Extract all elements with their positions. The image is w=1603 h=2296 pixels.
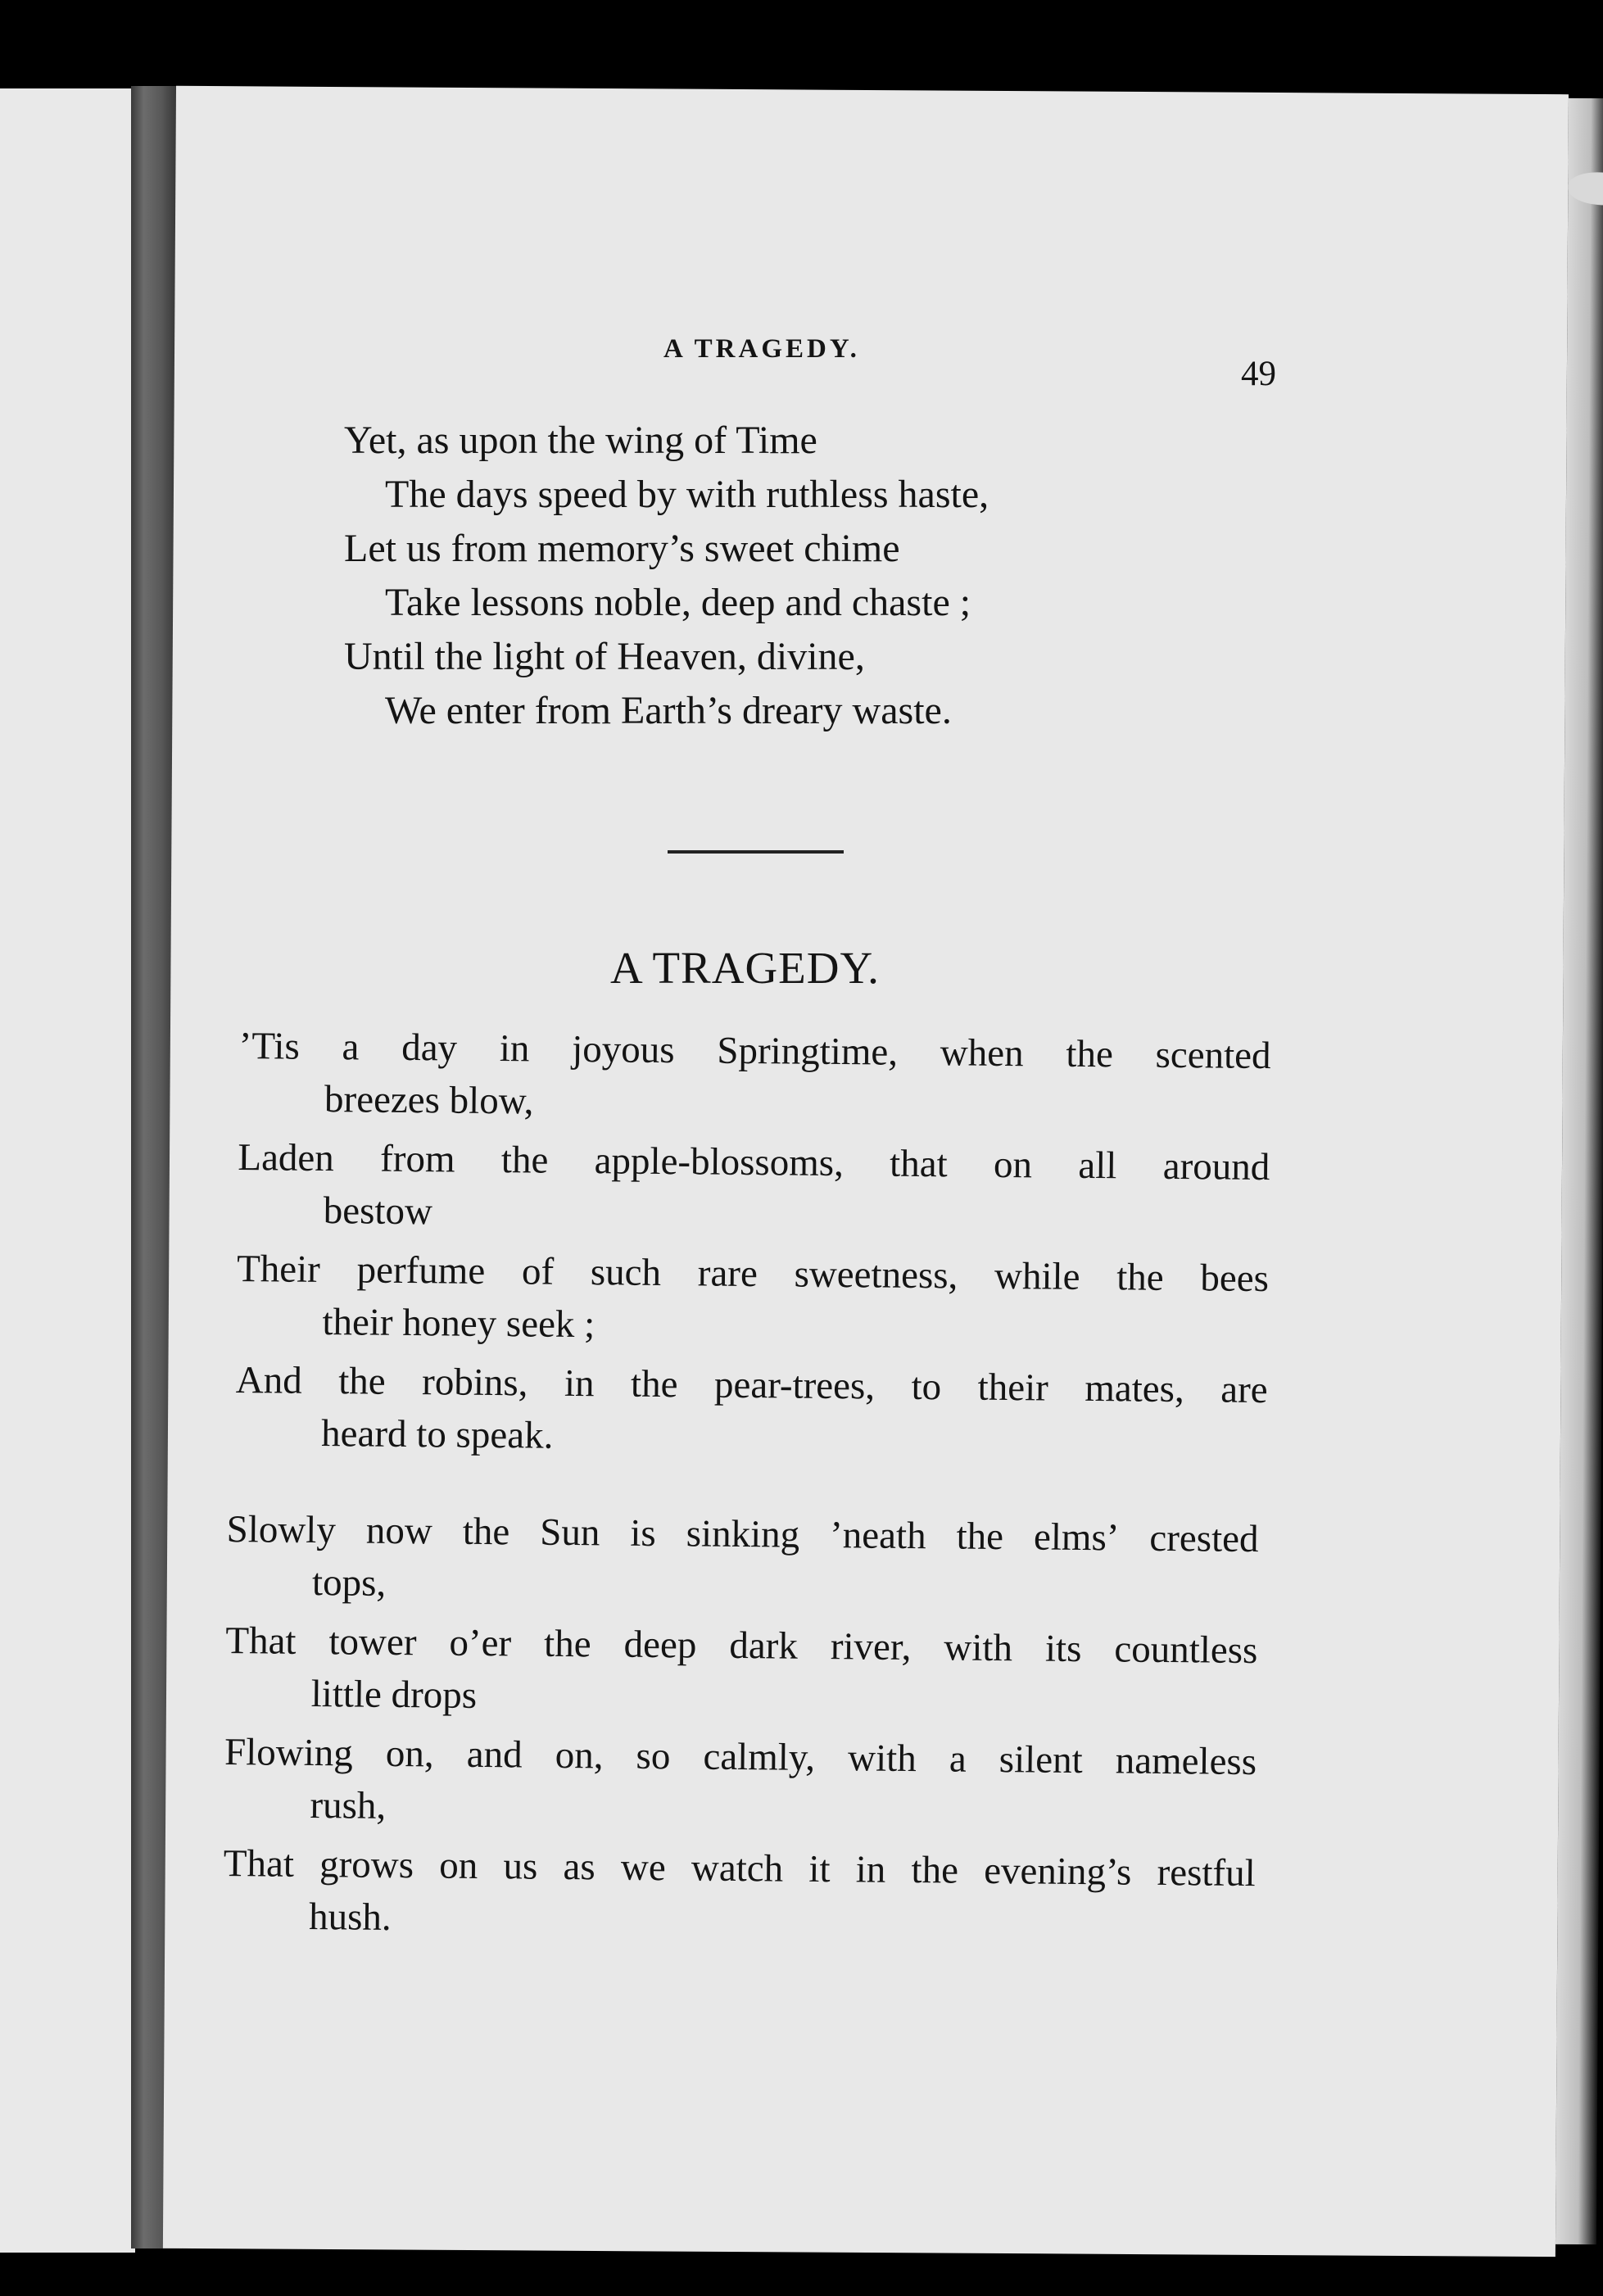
verse-word: day	[401, 1026, 458, 1070]
verse-word: the	[338, 1360, 386, 1403]
verse-word: bees	[1200, 1257, 1270, 1301]
verse-word: a	[342, 1026, 360, 1069]
verse-word: Sun	[540, 1510, 600, 1555]
verse-word: crested	[1149, 1516, 1259, 1561]
verse-word: That	[225, 1619, 297, 1663]
verse-word: are	[1220, 1368, 1268, 1412]
page-number: 49	[1241, 355, 1276, 393]
verse-word: the	[462, 1510, 510, 1554]
verse-word: mates,	[1085, 1366, 1184, 1411]
verse-word: the	[500, 1139, 549, 1182]
verse-line	[237, 1243, 1270, 1305]
verse-word: from	[379, 1137, 455, 1181]
poem-title: A TRAGEDY.	[610, 943, 880, 993]
verse-word: Their	[236, 1247, 321, 1291]
verse-line	[226, 1503, 1259, 1565]
verse-continuation: breezes blow,	[324, 1078, 534, 1123]
verse-word: restful	[1157, 1850, 1256, 1895]
section-divider-rule	[668, 850, 844, 854]
verse-word: deep	[623, 1623, 697, 1667]
verse-word: And	[235, 1358, 302, 1402]
verse-line: Let us from memory’s sweet chime	[344, 527, 900, 570]
verse-word: their	[977, 1365, 1049, 1410]
verse-word: countless	[1114, 1628, 1258, 1673]
verse-word: as	[563, 1845, 595, 1889]
verse-line	[235, 1354, 1268, 1416]
poem-stanza-2	[223, 1503, 1259, 1959]
verse-line	[238, 1131, 1270, 1193]
verse-line: The days speed by with ruthless haste,	[385, 473, 989, 516]
verse-word: is	[630, 1511, 656, 1556]
preceding-poem-stanza	[344, 414, 1245, 738]
verse-word: nameless	[1115, 1739, 1257, 1784]
verse-word: Springtime,	[717, 1029, 899, 1074]
verse-word: its	[1044, 1627, 1082, 1671]
verse-continuation: hush.	[308, 1895, 392, 1939]
verse-word: a	[949, 1737, 967, 1781]
verse-line: Yet, as upon the wing of Time	[344, 419, 817, 462]
verse-word: in	[499, 1027, 530, 1071]
verse-word: all	[1078, 1143, 1117, 1188]
left-page-edge	[0, 88, 135, 2253]
verse-word: so	[636, 1734, 671, 1778]
verse-word: Laden	[238, 1135, 335, 1180]
verse-line	[223, 1837, 1256, 1900]
verse-word: silent	[998, 1738, 1083, 1782]
poem-stanza-1	[235, 1020, 1271, 1475]
verse-word: the	[911, 1849, 959, 1892]
verse-word: That	[223, 1841, 295, 1886]
verse-line: Take lessons noble, deep and chaste ;	[385, 581, 971, 624]
verse-word: ’Tis	[238, 1024, 301, 1068]
verse-word: tower	[328, 1620, 417, 1664]
verse-word: dark	[729, 1624, 799, 1668]
verse	[235, 1354, 1268, 1469]
verse-continuation: tops,	[311, 1561, 387, 1605]
verse-word: the	[1116, 1256, 1164, 1299]
verse-word: rare	[697, 1252, 758, 1296]
verse-continuation: little drops	[310, 1672, 478, 1717]
verse	[223, 1837, 1256, 1952]
verse-line: We enter from Earth’s dreary waste.	[385, 689, 952, 732]
verse-word: that	[889, 1142, 948, 1186]
verse-word: with	[944, 1626, 1013, 1670]
verse-word: on	[439, 1844, 478, 1887]
verse-word: joyous	[571, 1027, 675, 1072]
verse-word: on	[993, 1143, 1033, 1187]
verse-word: ’neath	[829, 1514, 926, 1558]
verse-line	[238, 1020, 1271, 1082]
verse-word: it	[808, 1847, 831, 1891]
verse-word: we	[620, 1845, 666, 1890]
verse-word: the	[1066, 1032, 1114, 1076]
verse-word: now	[365, 1509, 433, 1553]
verse-word: us	[503, 1845, 538, 1888]
verse-word: such	[590, 1251, 662, 1294]
verse-word: around	[1162, 1144, 1270, 1189]
verse-word: calmly,	[703, 1735, 816, 1779]
verse-word: the	[630, 1362, 678, 1406]
verse-word: with	[847, 1737, 917, 1781]
verse-continuation: heard to speak.	[320, 1411, 554, 1457]
verse-word: on,	[555, 1733, 604, 1777]
verse-continuation: their honey seek ;	[322, 1300, 595, 1347]
verse-line	[224, 1726, 1257, 1788]
verse-word: evening’s	[983, 1849, 1132, 1894]
verse-word: apple-blossoms,	[594, 1139, 845, 1185]
verse-line	[225, 1614, 1258, 1677]
verse-word: scented	[1155, 1033, 1271, 1078]
verse-line: Until the light of Heaven, divine,	[344, 635, 865, 678]
verse-word: o’er	[449, 1621, 512, 1665]
verse-word: on,	[385, 1732, 434, 1776]
verse-word: Flowing	[224, 1730, 354, 1775]
verse-word: sinking	[686, 1512, 800, 1556]
verse-word: robins,	[421, 1361, 528, 1405]
verse	[237, 1131, 1270, 1246]
verse-word: the	[956, 1515, 1004, 1559]
verse-word: perfume	[356, 1248, 486, 1293]
verse	[224, 1726, 1257, 1841]
verse	[226, 1503, 1259, 1618]
verse-word: sweetness,	[794, 1252, 958, 1297]
verse	[238, 1020, 1271, 1134]
verse-word: grows	[319, 1843, 414, 1887]
verse-continuation: rush,	[310, 1783, 387, 1827]
verse-continuation: bestow	[323, 1189, 433, 1234]
verse-word: and	[466, 1732, 523, 1777]
verse	[224, 1614, 1257, 1729]
verse-word: river,	[830, 1625, 912, 1669]
verse-word: in	[564, 1361, 595, 1406]
verse-word: watch	[691, 1846, 784, 1891]
verse-word: while	[994, 1254, 1080, 1298]
verse-word: Slowly	[226, 1507, 337, 1552]
running-head: A TRAGEDY.	[663, 334, 860, 364]
verse-word: when	[940, 1031, 1024, 1076]
verse	[236, 1243, 1269, 1357]
verse-word: the	[543, 1622, 591, 1666]
verse-word: pear-trees,	[713, 1363, 876, 1408]
verse-word: elms’	[1033, 1515, 1120, 1560]
verse-word: to	[911, 1365, 942, 1409]
verse-word: of	[521, 1250, 555, 1293]
verse-word: in	[855, 1848, 886, 1891]
